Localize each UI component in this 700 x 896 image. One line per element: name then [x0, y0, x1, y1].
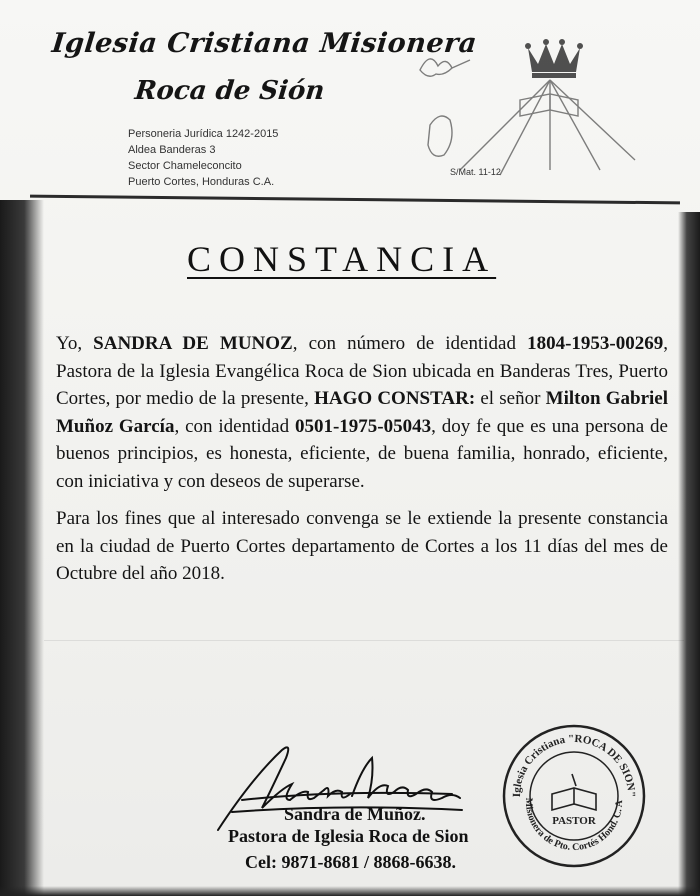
text-run: Yo, — [56, 333, 94, 354]
church-seal — [500, 722, 648, 870]
body-paragraph: Para los fines que al interesado convenga se le extiende la presente constancia en la ciudad de Puerto Cortes departamento de Cortes a los 11 días del mes de Octubre del año 2018. — [56, 508, 668, 584]
document-title: CONSTANCIA — [187, 239, 497, 279]
signer-role: Pastora de Iglesia Roca de Sion — [228, 826, 469, 846]
address-line: Sector Chameleconcito — [128, 160, 242, 172]
seal-center-label: PASTOR — [552, 815, 596, 827]
address-line: Aldea Banderas 3 — [128, 144, 216, 156]
scan-edge-right — [678, 212, 700, 896]
address-line: Personeria Jurídica 1242-2015 — [128, 128, 279, 140]
person-name: Milton Gabriel Muñoz García — [56, 388, 668, 437]
document-body — [56, 330, 668, 588]
signer-phone: Cel: 9871-8681 / 8868-6638. — [245, 852, 456, 872]
bible-icon — [552, 774, 596, 810]
scan-edge-left — [0, 200, 44, 896]
church-subtitle: Roca de Sión — [133, 76, 326, 106]
paper-fold — [44, 640, 684, 641]
seal-top-text: Iglesia Cristiana "ROCA DE SION" — [510, 732, 638, 798]
text-run: , con número de identidad — [292, 333, 528, 354]
person-id: 0501-1975-05043 — [294, 415, 432, 437]
scan-edge-bottom — [0, 886, 700, 896]
church-logo-icon — [400, 30, 670, 190]
text-run: , Pastora de la Iglesia Evangélica Roca de Sion ubicada en Banderas Tres, Puerto Cortes, por medio de la presente, — [56, 333, 668, 409]
body-paragraph — [56, 330, 668, 495]
pastor-name: SANDRA DE MUNOZ — [93, 333, 293, 354]
hago-constar: HAGO CONSTAR: — [314, 388, 476, 409]
text-run: , doy fe que es una persona de buenos principios, es honesta, eficiente, de buena familia, honrado, eficiente, con iniciativa y con deseos de superarse. — [56, 415, 668, 492]
address-line: Puerto Cortes, Honduras C.A. — [128, 176, 275, 188]
address-block — [128, 126, 278, 190]
text-run: el señor — [475, 388, 546, 409]
signer-name: Sandra de Muñoz. — [284, 804, 426, 824]
reference-text: S/Mat. 11-12 — [450, 167, 501, 177]
church-name: Iglesia Cristiana Misionera — [50, 28, 479, 59]
pastor-id: 1804-1953-00269 — [527, 333, 664, 354]
text-run: , con identidad — [174, 415, 295, 437]
sheet-edge — [30, 195, 680, 205]
seal-bottom-text: Misionera de Pto. Cortés Hond. C. A — [522, 797, 626, 854]
